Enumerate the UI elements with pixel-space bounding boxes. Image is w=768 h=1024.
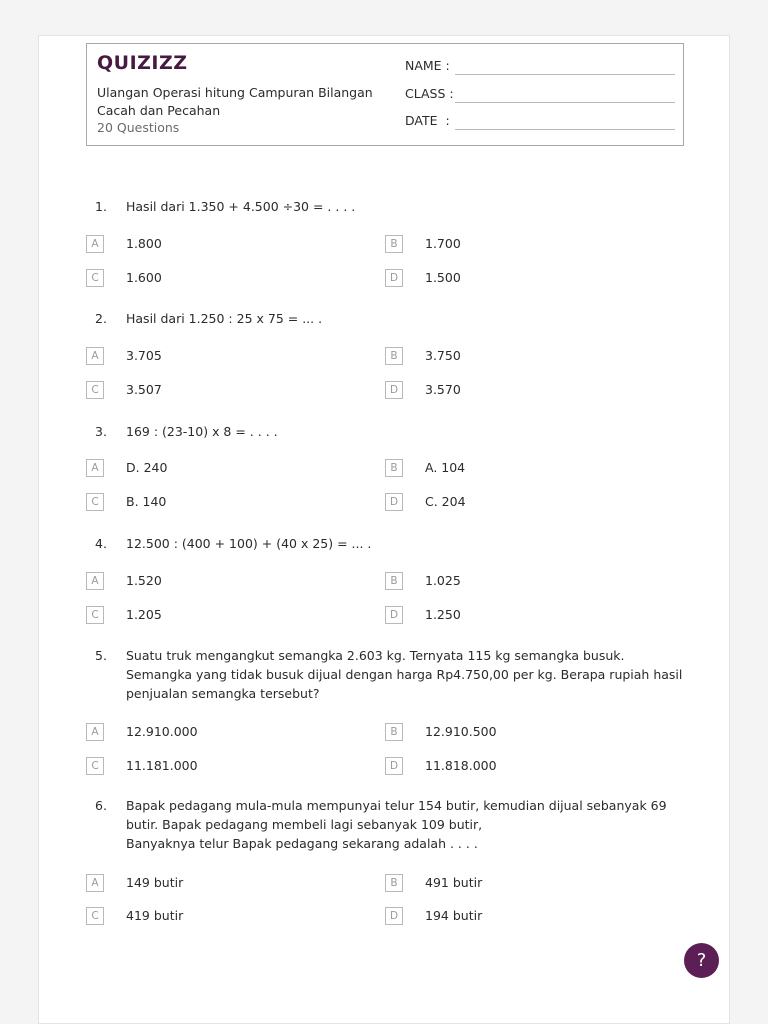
question-text: Suatu truk mengangkut semangka 2.603 kg. Ternyata 115 kg semangka busuk. Semangka yang tidak busuk dijual dengan harga Rp4.750,00 per kg. Berapa rupiah hasil penjualan semangka tersebut? bbox=[126, 648, 683, 701]
question-number: 3. bbox=[95, 424, 107, 439]
question-text: 12.500 : (400 + 100) + (40 x 25) = ... . bbox=[126, 536, 372, 551]
option-text: 3.507 bbox=[126, 382, 162, 397]
class-field bbox=[405, 86, 675, 104]
option-letter-box: B bbox=[385, 723, 403, 741]
question-count: 20 Questions bbox=[97, 120, 180, 135]
worksheet-header bbox=[86, 43, 684, 146]
date-line bbox=[455, 129, 675, 130]
question-text: Hasil dari 1.250 : 25 x 75 = ... . bbox=[126, 311, 323, 326]
option-letter-box: D bbox=[385, 381, 403, 399]
name-label: NAME : bbox=[405, 58, 450, 73]
option-letter-box: C bbox=[86, 493, 104, 511]
question-text: Hasil dari 1.350 + 4.500 ÷30 = . . . . bbox=[126, 199, 356, 214]
option-text: 11.181.000 bbox=[126, 758, 198, 773]
name-field bbox=[405, 58, 675, 76]
option-text: 1.500 bbox=[425, 270, 461, 285]
option-text: 1.520 bbox=[126, 573, 162, 588]
option-letter-box: D bbox=[385, 493, 403, 511]
option-text: 1.205 bbox=[126, 607, 162, 622]
question-number: 4. bbox=[95, 536, 107, 551]
option-letter-box: C bbox=[86, 757, 104, 775]
option-letter-box: D bbox=[385, 606, 403, 624]
option-text: 3.750 bbox=[425, 348, 461, 363]
option-text: 12.910.500 bbox=[425, 724, 497, 739]
option-letter-box: A bbox=[86, 723, 104, 741]
option-text: 194 butir bbox=[425, 908, 483, 923]
option-text: 3.570 bbox=[425, 382, 461, 397]
option-letter-box: C bbox=[86, 269, 104, 287]
option-letter-box: B bbox=[385, 347, 403, 365]
quiz-title: Ulangan Operasi hitung Campuran Bilangan Cacah dan Pecahan bbox=[97, 85, 373, 118]
help-button[interactable]: ? bbox=[684, 943, 719, 978]
option-text: 1.600 bbox=[126, 270, 162, 285]
class-label: CLASS : bbox=[405, 86, 454, 101]
option-letter-box: D bbox=[385, 757, 403, 775]
option-text: 149 butir bbox=[126, 875, 184, 890]
question-number: 5. bbox=[95, 648, 107, 663]
name-line bbox=[455, 74, 675, 75]
option-text: 1.250 bbox=[425, 607, 461, 622]
option-letter-box: C bbox=[86, 907, 104, 925]
option-letter-box: B bbox=[385, 235, 403, 253]
option-text: 11.818.000 bbox=[425, 758, 497, 773]
option-letter-box: C bbox=[86, 381, 104, 399]
option-text: 1.025 bbox=[425, 573, 461, 588]
option-text: 12.910.000 bbox=[126, 724, 198, 739]
option-letter-box: B bbox=[385, 572, 403, 590]
option-letter-box: A bbox=[86, 572, 104, 590]
quizizz-logo: QUIZIZZ bbox=[97, 52, 188, 74]
option-letter-box: A bbox=[86, 874, 104, 892]
option-letter-box: A bbox=[86, 459, 104, 477]
option-letter-box: D bbox=[385, 907, 403, 925]
question-text: Bapak pedagang mula-mula mempunyai telur 154 butir, kemudian dijual sebanyak 69 butir. Bapak pedagang membeli lagi sebanyak 109 butir, Banyaknya telur Bapak pedagang sekarang adalah . . . . bbox=[126, 798, 667, 851]
date-field bbox=[405, 113, 675, 131]
option-text: 1.700 bbox=[425, 236, 461, 251]
option-text: 419 butir bbox=[126, 908, 184, 923]
option-text: 3.705 bbox=[126, 348, 162, 363]
option-text: A. 104 bbox=[425, 460, 466, 475]
option-text: B. 140 bbox=[126, 494, 167, 509]
question-number: 6. bbox=[95, 798, 107, 813]
option-text: 1.800 bbox=[126, 236, 162, 251]
question-text: 169 : (23-10) x 8 = . . . . bbox=[126, 424, 278, 439]
question-number: 2. bbox=[95, 311, 107, 326]
option-letter-box: A bbox=[86, 235, 104, 253]
class-line bbox=[455, 102, 675, 103]
option-letter-box: B bbox=[385, 874, 403, 892]
option-letter-box: C bbox=[86, 606, 104, 624]
option-letter-box: A bbox=[86, 347, 104, 365]
option-letter-box: B bbox=[385, 459, 403, 477]
option-text: C. 204 bbox=[425, 494, 466, 509]
question-number: 1. bbox=[95, 199, 107, 214]
option-text: D. 240 bbox=[126, 460, 168, 475]
option-text: 491 butir bbox=[425, 875, 483, 890]
date-label: DATE : bbox=[405, 113, 450, 128]
option-letter-box: D bbox=[385, 269, 403, 287]
